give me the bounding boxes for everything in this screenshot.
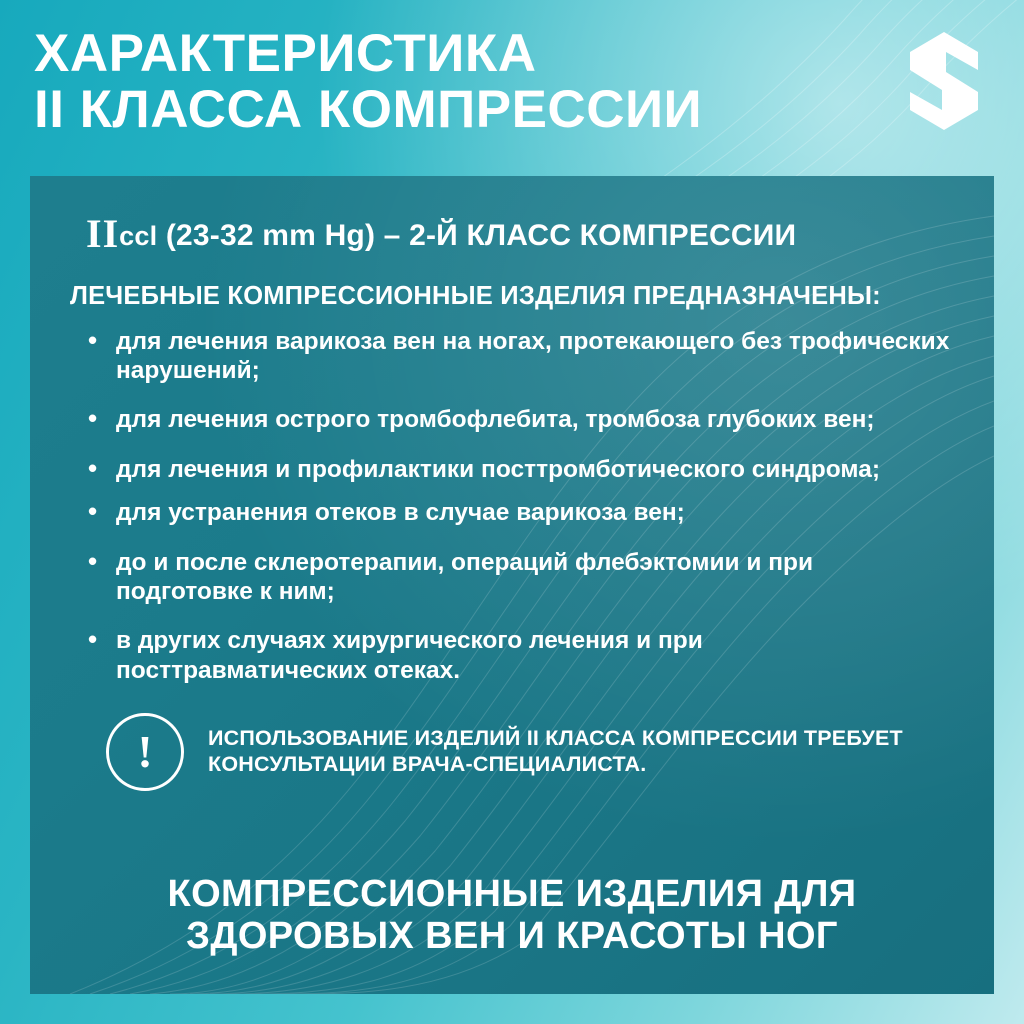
page-title-line-1: ХАРАКТЕРИСТИКА xyxy=(34,24,537,83)
page-title-line-2: II КЛАССА КОМПРЕССИИ xyxy=(34,80,703,140)
ccl-range-label: (23-32 mm Hg) – 2-Й КЛАСС КОМПРЕССИИ xyxy=(165,219,797,252)
list-item: • до и после склеротерапии, операций флебэктомии и при подготовке к ним; xyxy=(82,548,956,607)
panel-inner xyxy=(30,176,994,791)
list-item: • в других случаях хирургического лечения и при посттравматических отеках. xyxy=(82,626,956,685)
warning-text: ИСПОЛЬЗОВАНИЕ ИЗДЕЛИЙ II КЛАССА КОМПРЕССИИ ТРЕБУЕТ КОНСУЛЬТАЦИИ ВРАЧА-СПЕЦИАЛИСТА. xyxy=(208,726,903,777)
warning-block xyxy=(106,713,956,791)
list-item: • для лечения и профилактики посттромботического синдрома; xyxy=(82,455,956,484)
indications-list xyxy=(68,327,956,686)
page-title xyxy=(34,26,864,138)
exclamation-icon: ! xyxy=(106,713,184,791)
roman-numeral: II xyxy=(86,211,120,256)
header xyxy=(0,0,1024,176)
content-panel xyxy=(30,176,994,994)
list-item: • для лечения варикоза вен на ногах, протекающего без трофических нарушений; xyxy=(82,327,956,386)
list-item: • для лечения острого тромбофлебита, тромбоза глубоких вен; xyxy=(82,405,956,434)
intro-text: ЛЕЧЕБНЫЕ КОМПРЕССИОННЫЕ ИЗДЕЛИЯ ПРЕДНАЗНАЧЕНЫ: xyxy=(70,282,881,310)
brand-logo-icon xyxy=(884,30,980,132)
list-item: • для устранения отеков в случае варикоза вен; xyxy=(82,498,956,527)
tagline-line-1: КОМПРЕССИОННЫЕ ИЗДЕЛИЯ ДЛЯ xyxy=(167,872,857,915)
tagline xyxy=(30,873,994,958)
ccl-abbr: ccl xyxy=(119,221,158,251)
tagline-line-2: ЗДОРОВЫХ ВЕН И КРАСОТЫ НОГ xyxy=(186,915,838,958)
compression-class-line xyxy=(86,210,956,257)
